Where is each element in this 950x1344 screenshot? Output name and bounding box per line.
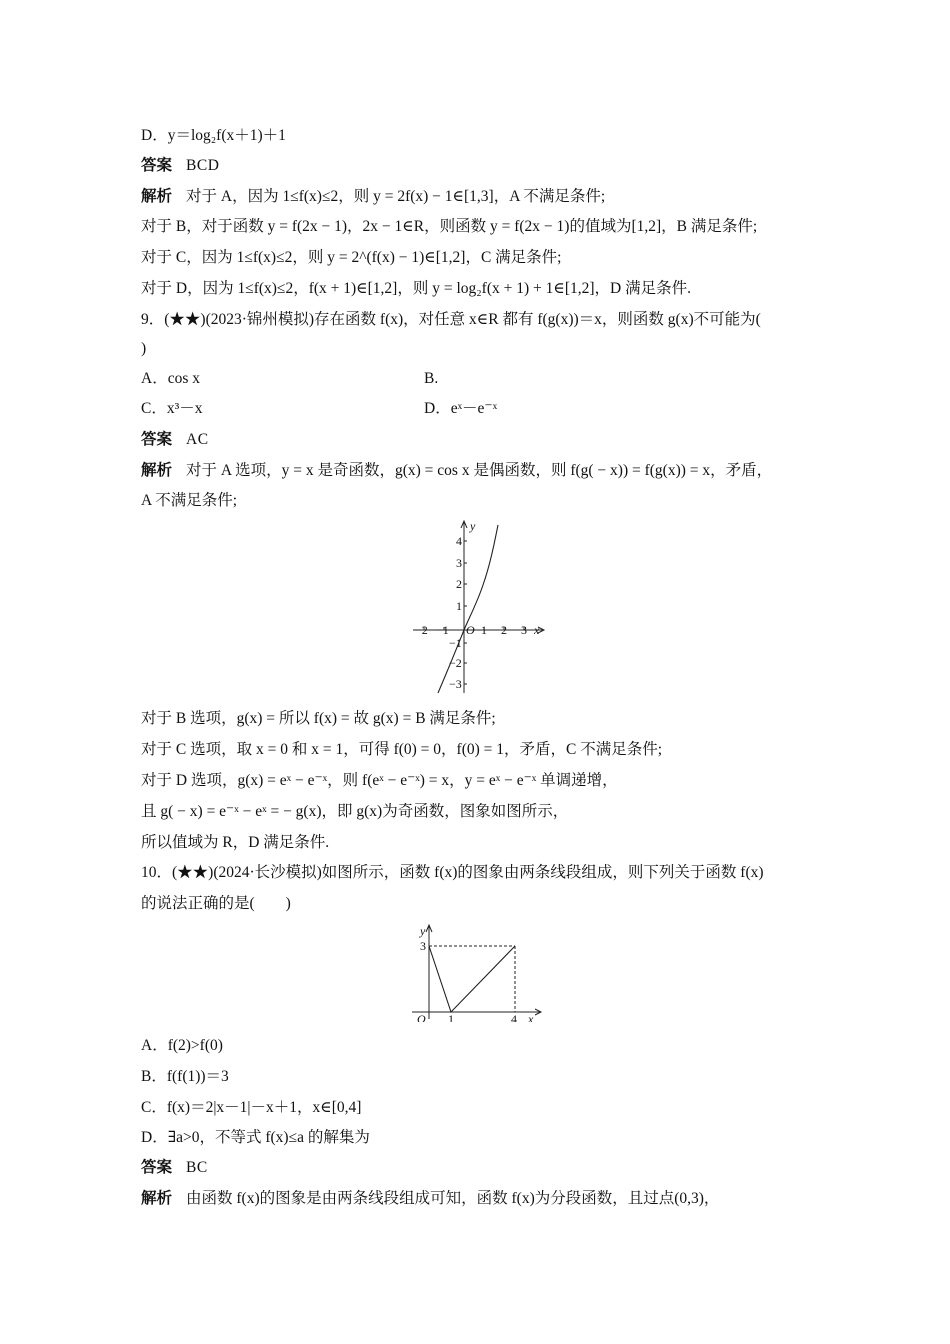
q9-stem: 9．(★★)(2023·锦州模拟)存在函数 f(x)，对任意 x∈R 都有 f(g(x))＝x，则函数 g(x)不可能为( bbox=[141, 311, 761, 328]
x-tick-label: −1 bbox=[436, 623, 449, 637]
y-tick-label: 1 bbox=[456, 599, 462, 613]
piecewise-graph bbox=[410, 922, 545, 1022]
answer-value: AC bbox=[186, 431, 209, 448]
q9-analysis-a bbox=[141, 460, 772, 482]
q10-option-a: A．f(2)>f(0) bbox=[141, 1037, 223, 1054]
y-tick-label: −2 bbox=[449, 656, 462, 670]
q9-option-d: D．eˣ－e⁻ˣ bbox=[424, 400, 498, 417]
q10-analysis bbox=[141, 1188, 719, 1210]
q9-answer bbox=[141, 429, 209, 451]
q8-answer bbox=[141, 155, 219, 177]
q10-stem: 10．(★★)(2024·长沙模拟)如图所示，函数 f(x)的图象由两条线段组成，则下列关于函数 f(x) bbox=[141, 864, 764, 881]
origin-label: O bbox=[466, 623, 475, 637]
x-tick-label: 2 bbox=[501, 623, 507, 637]
answer-value: BCD bbox=[186, 157, 220, 174]
q10-answer bbox=[141, 1157, 208, 1179]
q8-analysis-a bbox=[141, 186, 605, 208]
q10-option-b: B．f(f(1))＝3 bbox=[141, 1068, 229, 1085]
x-tick-label: 1 bbox=[481, 623, 487, 637]
x-tick-label: 4 bbox=[511, 1012, 517, 1022]
x-axis-label: x bbox=[528, 1012, 534, 1022]
q9-analysis-a-cont: A 不满足条件; bbox=[141, 492, 238, 509]
q10-option-c: C．f(x)＝2|x－1|－x＋1，x∈[0,4] bbox=[141, 1099, 362, 1116]
q8-analysis-d: 对于 D，因为 1≤f(x)≤2，f(x + 1)∈[1,2]，则 y = log₂f(x + 1) + 1∈[1,2]，D 满足条件. bbox=[141, 280, 692, 297]
function-segments bbox=[429, 946, 515, 1012]
analysis-text: 对于 A，因为 1≤f(x)≤2，则 y = 2f(x) − 1∈[1,3]，A 不满足条件; bbox=[186, 188, 606, 205]
q9-analysis-c: 对于 C 选项，取 x = 0 和 x = 1，可得 f(0) = 0，f(0) = 1，矛盾，C 不满足条件; bbox=[141, 741, 663, 758]
q9-analysis-d-cont: 且 g( − x) = e⁻ˣ − eˣ = − g(x)，即 g(x)为奇函数，图象如图所示， bbox=[141, 803, 569, 820]
q9-analysis-b: 对于 B 选项，g(x) = 所以 f(x) = 故 g(x) = B 满足条件; bbox=[141, 710, 496, 727]
q10-option-d: D．∃a>0，不等式 f(x)≤a 的解集为 bbox=[141, 1129, 370, 1146]
x-axis-label: x bbox=[534, 623, 540, 637]
analysis-label: 解析 bbox=[141, 188, 173, 205]
y-tick-label: 3 bbox=[420, 939, 426, 953]
answer-label: 答案 bbox=[141, 431, 173, 448]
q9-analysis-d-end: 所以值域为 R，D 满足条件. bbox=[141, 834, 330, 851]
origin-label: O bbox=[417, 1012, 426, 1022]
q9-option-c: C．x³－x bbox=[141, 400, 203, 417]
answer-value: BC bbox=[186, 1159, 208, 1176]
y-tick-label: −3 bbox=[449, 677, 462, 691]
q9-analysis-d: 对于 D 选项，g(x) = eˣ − e⁻ˣ，则 f(eˣ − e⁻ˣ) = x，y = eˣ − e⁻ˣ 单调递增， bbox=[141, 772, 618, 789]
x-tick-label: −2 bbox=[415, 623, 428, 637]
q8-analysis-c: 对于 C，因为 1≤f(x)≤2，则 y = 2^(f(x) − 1)∈[1,2]，C 满足条件; bbox=[141, 249, 562, 266]
q8-option-d: D．y＝log₂f(x＋1)＋1 bbox=[141, 127, 286, 144]
analysis-text: 由函数 f(x)的图象是由两条线段组成可知，函数 f(x)为分段函数，且过点(0,3)， bbox=[186, 1190, 720, 1207]
q10-stem-cont: 的说法正确的是( ) bbox=[141, 895, 291, 912]
q9-option-b: B. bbox=[424, 370, 439, 387]
function-curve bbox=[438, 525, 498, 693]
y-axis-label: y bbox=[420, 924, 426, 938]
y-axis-label: y bbox=[470, 519, 476, 533]
odd-function-graph bbox=[405, 515, 555, 700]
analysis-label: 解析 bbox=[141, 462, 173, 479]
analysis-text: 对于 A 选项，y = x 是奇函数，g(x) = cos x 是偶函数，则 f(g( − x)) = f(g(x)) = x，矛盾， bbox=[186, 462, 773, 479]
q8-analysis-b: 对于 B，对于函数 y = f(2x − 1)，2x − 1∈R，则函数 y = f(2x − 1)的值域为[1,2]，B 满足条件; bbox=[141, 218, 758, 235]
y-tick-label: 4 bbox=[456, 534, 462, 548]
answer-label: 答案 bbox=[141, 1159, 173, 1176]
analysis-label: 解析 bbox=[141, 1190, 173, 1207]
y-tick-label: −1 bbox=[449, 636, 462, 650]
x-tick-label: 3 bbox=[521, 623, 527, 637]
x-tick-label: 1 bbox=[448, 1012, 454, 1022]
q9-stem-cont: ) bbox=[141, 340, 147, 357]
answer-label: 答案 bbox=[141, 157, 173, 174]
q9-option-a: A．cos x bbox=[141, 370, 200, 387]
y-tick-label: 2 bbox=[456, 577, 462, 591]
y-tick-label: 3 bbox=[456, 556, 462, 570]
